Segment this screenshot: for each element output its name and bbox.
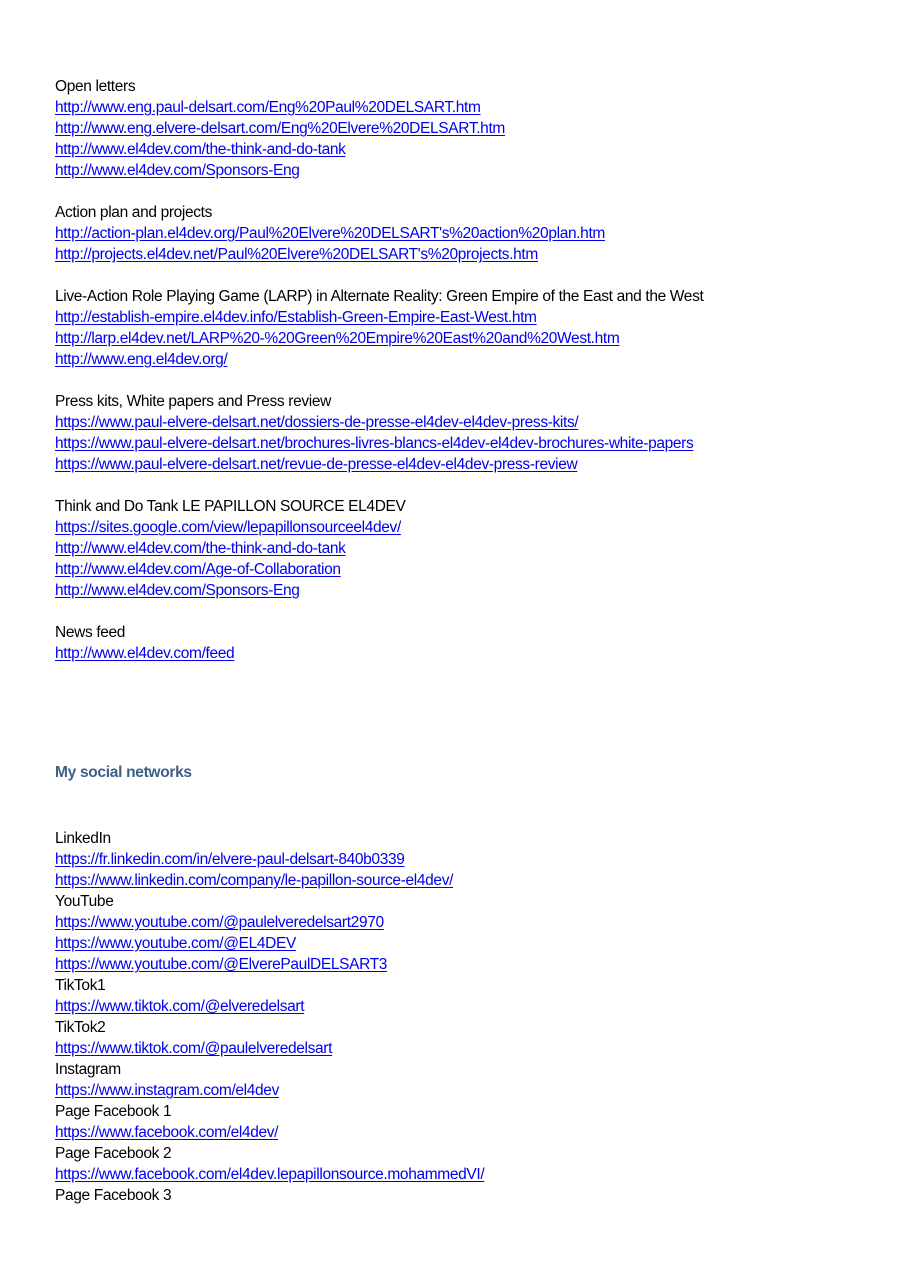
social-title-facebook-3: Page Facebook 3 bbox=[55, 1187, 172, 1204]
section-action-plan bbox=[55, 202, 885, 265]
social-title-tiktok1: TikTok1 bbox=[55, 977, 106, 994]
spacer bbox=[55, 181, 885, 202]
youtube-link[interactable]: https://www.youtube.com/@paulelveredelsart2970 bbox=[55, 914, 384, 931]
section-larp bbox=[55, 286, 885, 370]
section-open-letters bbox=[55, 76, 885, 181]
section-title: Press kits, White papers and Press review bbox=[55, 393, 331, 410]
facebook-link[interactable]: https://www.facebook.com/el4dev/ bbox=[55, 1124, 279, 1141]
social-title-tiktok2: TikTok2 bbox=[55, 1019, 106, 1036]
link[interactable]: http://www.el4dev.com/feed bbox=[55, 645, 235, 662]
link[interactable]: https://www.paul-elvere-delsart.net/brochures-livres-blancs-el4dev-el4dev-brochures-white-papers bbox=[55, 435, 694, 452]
social-title-youtube: YouTube bbox=[55, 893, 114, 910]
link[interactable]: http://www.el4dev.com/Age-of-Collaboration bbox=[55, 561, 341, 578]
link[interactable]: http://www.el4dev.com/Sponsors-Eng bbox=[55, 162, 300, 179]
social-networks-list bbox=[55, 828, 885, 1206]
document-body bbox=[55, 76, 885, 664]
social-title-facebook-1: Page Facebook 1 bbox=[55, 1103, 172, 1120]
link[interactable]: http://www.eng.el4dev.org/ bbox=[55, 351, 228, 368]
youtube-link[interactable]: https://www.youtube.com/@ElverePaulDELSART3 bbox=[55, 956, 388, 973]
social-title-facebook-2: Page Facebook 2 bbox=[55, 1145, 172, 1162]
link[interactable]: https://www.paul-elvere-delsart.net/revue-de-presse-el4dev-el4dev-press-review bbox=[55, 456, 578, 473]
facebook-link[interactable]: https://www.facebook.com/el4dev.lepapillonsource.mohammedVI/ bbox=[55, 1166, 485, 1183]
section-title: Think and Do Tank LE PAPILLON SOURCE EL4DEV bbox=[55, 498, 406, 515]
section-think-tank bbox=[55, 496, 885, 601]
link[interactable]: http://action-plan.el4dev.org/Paul%20Elvere%20DELSART's%20action%20plan.htm bbox=[55, 225, 605, 242]
section-title: Action plan and projects bbox=[55, 204, 213, 221]
link[interactable]: https://sites.google.com/view/lepapillonsourceel4dev/ bbox=[55, 519, 401, 536]
youtube-link[interactable]: https://www.youtube.com/@EL4DEV bbox=[55, 935, 296, 952]
link[interactable]: http://projects.el4dev.net/Paul%20Elvere%20DELSART's%20projects.htm bbox=[55, 246, 538, 263]
section-title: Live-Action Role Playing Game (LARP) in Alternate Reality: Green Empire of the East and the West bbox=[55, 288, 704, 305]
link[interactable]: http://www.el4dev.com/the-think-and-do-tank bbox=[55, 540, 346, 557]
linkedin-link[interactable]: https://www.linkedin.com/company/le-papillon-source-el4dev/ bbox=[55, 872, 454, 889]
spacer bbox=[55, 475, 885, 496]
section-news-feed bbox=[55, 622, 885, 664]
spacer bbox=[55, 601, 885, 622]
section-title: News feed bbox=[55, 624, 126, 641]
section-press-kits bbox=[55, 391, 885, 475]
link[interactable]: http://www.el4dev.com/the-think-and-do-tank bbox=[55, 141, 346, 158]
link[interactable]: https://www.paul-elvere-delsart.net/dossiers-de-presse-el4dev-el4dev-press-kits/ bbox=[55, 414, 579, 431]
section-title: Open letters bbox=[55, 78, 136, 95]
linkedin-link[interactable]: https://fr.linkedin.com/in/elvere-paul-delsart-840b0339 bbox=[55, 851, 405, 868]
social-title-instagram: Instagram bbox=[55, 1061, 121, 1078]
tiktok-link[interactable]: https://www.tiktok.com/@paulelveredelsart bbox=[55, 1040, 333, 1057]
spacer bbox=[55, 370, 885, 391]
link[interactable]: http://establish-empire.el4dev.info/Establish-Green-Empire-East-West.htm bbox=[55, 309, 537, 326]
link[interactable]: http://larp.el4dev.net/LARP%20-%20Green%20Empire%20East%20and%20West.htm bbox=[55, 330, 620, 347]
social-title-linkedin: LinkedIn bbox=[55, 830, 111, 847]
social-networks-heading: My social networks bbox=[55, 764, 192, 781]
link[interactable]: http://www.el4dev.com/Sponsors-Eng bbox=[55, 582, 300, 599]
tiktok-link[interactable]: https://www.tiktok.com/@elveredelsart bbox=[55, 998, 305, 1015]
spacer bbox=[55, 265, 885, 286]
link[interactable]: http://www.eng.paul-delsart.com/Eng%20Paul%20DELSART.htm bbox=[55, 99, 481, 116]
link[interactable]: http://www.eng.elvere-delsart.com/Eng%20Elvere%20DELSART.htm bbox=[55, 120, 505, 137]
instagram-link[interactable]: https://www.instagram.com/el4dev bbox=[55, 1082, 279, 1099]
